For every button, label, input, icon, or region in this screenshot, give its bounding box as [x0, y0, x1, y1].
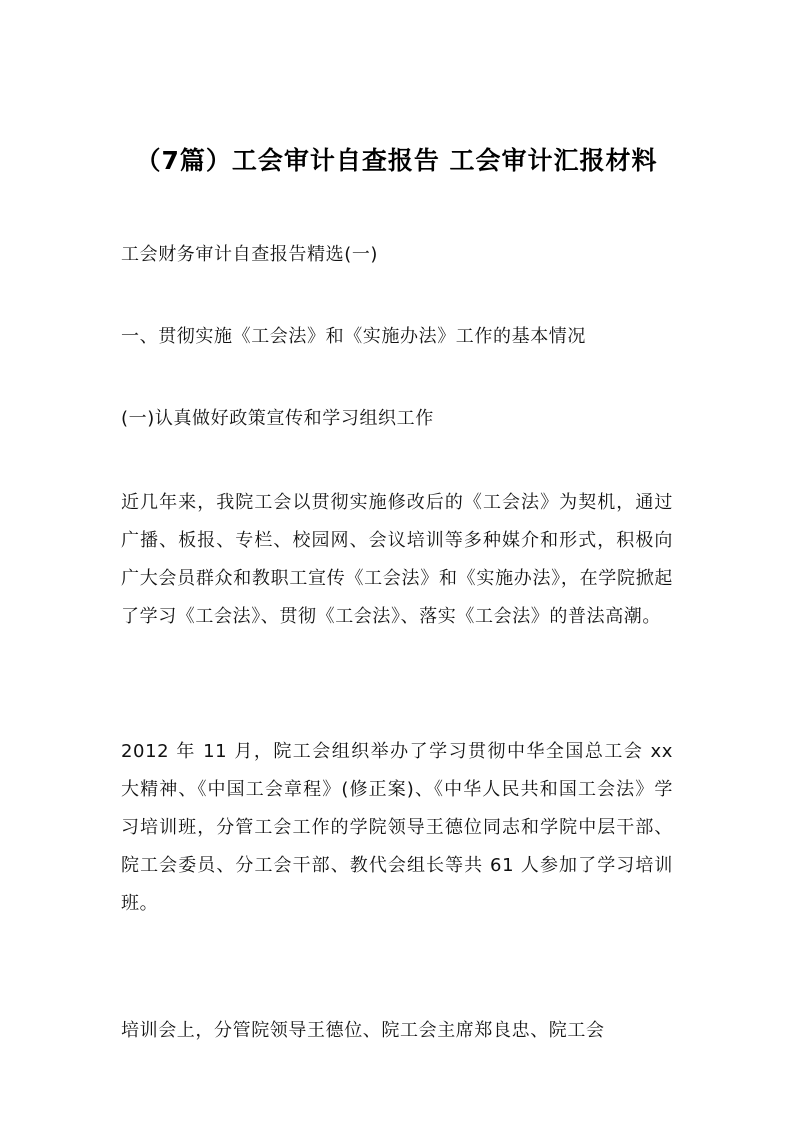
- body-paragraph: 近几年来，我院工会以贯彻实施修改后的《工会法》为契机，通过广播、板报、专栏、校园网、会议培训等多种媒介和形式，积极向广大会员群众和教职工宣传《工会法》和《实施办法》，在学院掀起了学习《工会法》、贯彻《工会法》、落实《工会法》的普法高潮。: [121, 492, 673, 627]
- chapter-heading: 一、贯彻实施《工会法》和《实施办法》工作的基本情况: [121, 326, 586, 347]
- section-heading: 工会财务审计自查报告精选(一): [121, 244, 379, 265]
- subsection-heading: (一)认真做好政策宣传和学习组织工作: [121, 408, 434, 429]
- document-title: （7篇）工会审计自查报告 工会审计汇报材料: [135, 145, 658, 175]
- body-paragraph: 培训会上，分管院领导王德位、院工会主席郑良忠、院工会: [121, 1020, 605, 1041]
- body-paragraph: 2012 年 11 月，院工会组织举办了学习贯彻中华全国总工会 xx 大精神、《中国工会章程》(修正案)、《中华人民共和国工会法》学习培训班，分管工会工作的学院领导王德位同志和学院中层干部、院工会委员、分工会干部、教代会组长等共 61 人参加了学习培训班。: [121, 741, 673, 914]
